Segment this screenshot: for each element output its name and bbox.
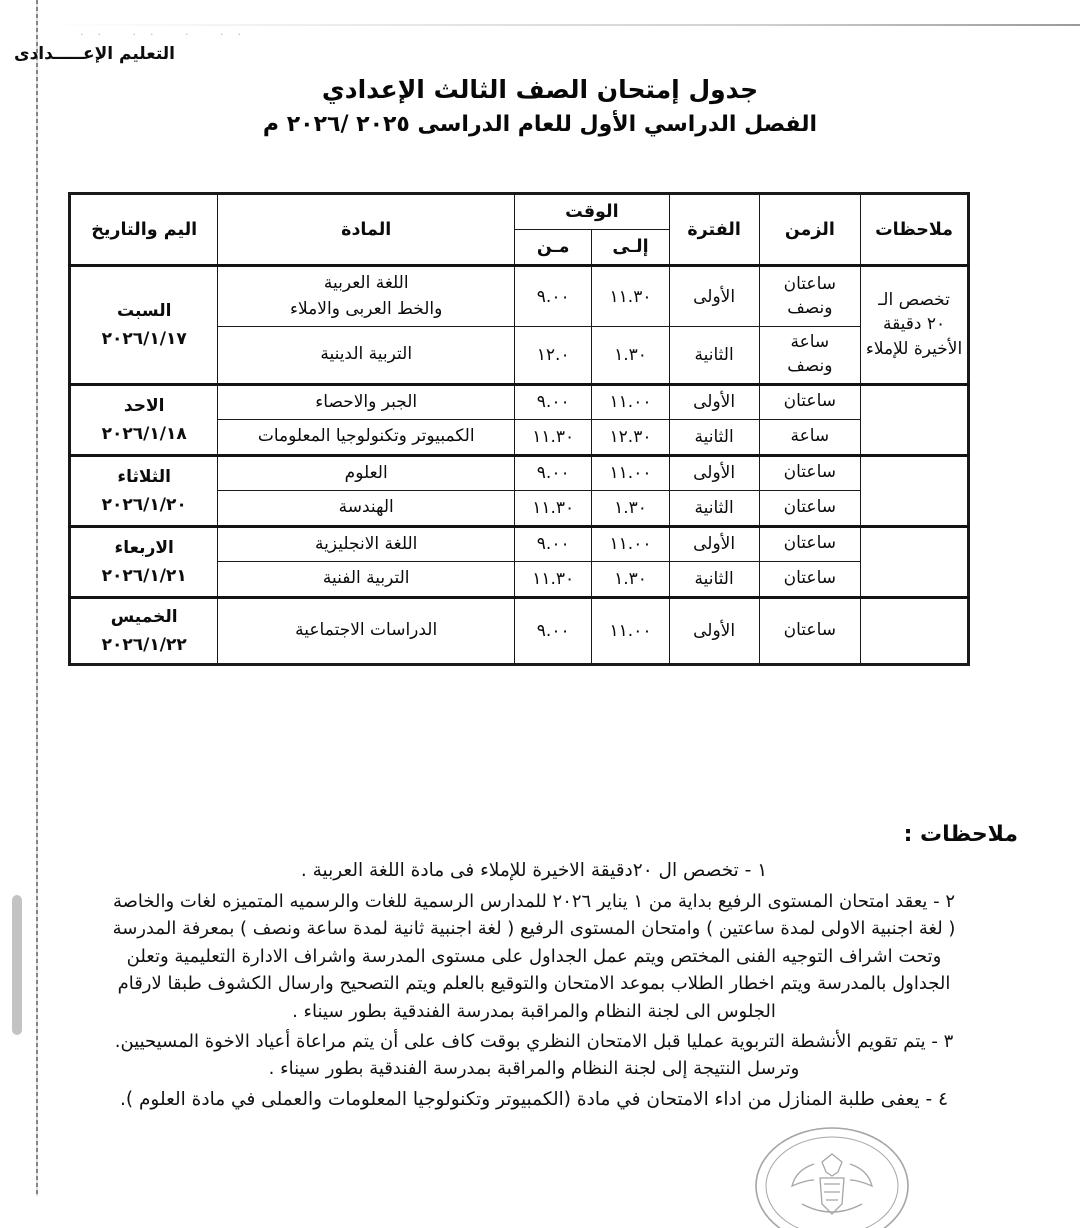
- cell-duration: ساعتان: [759, 455, 861, 491]
- table-body: [70, 266, 969, 665]
- day-name: الاربعاء: [114, 537, 174, 558]
- cell-time-to: ١١.٠٠: [592, 455, 669, 491]
- note-3-line-2: وترسل النتيجة إلى لجنة النظام والمراقبة بمدرسة الفندقية بطور سيناء .: [268, 1058, 800, 1080]
- cell-subject: الدراسات الاجتماعية: [218, 597, 515, 664]
- note-4-line-1: ٤ - يعفى طلبة المنازل من اداء الامتحان في مادة (الكمبيوتر وتكنولوجيا المعلومات والعملى في مادة العلوم ).: [119, 1088, 948, 1110]
- table-row: [70, 526, 969, 562]
- cell-period: الأولى: [669, 597, 759, 664]
- column-header-notes: ملاحظات: [861, 194, 969, 266]
- column-header-period: الفترة: [669, 194, 759, 266]
- cell-period: الثانية: [669, 327, 759, 385]
- subject-line-1: اللغة العربية: [323, 273, 409, 293]
- cell-day-date: [70, 266, 218, 385]
- note-item-4: [44, 1086, 1024, 1114]
- cell-subject: العلوم: [218, 455, 515, 491]
- cell-time-from: ٩.٠٠: [515, 526, 592, 562]
- column-header-day-date: اليم والتاريخ: [70, 194, 218, 266]
- table-header: [70, 194, 969, 266]
- cell-time-to: ١.٣٠: [592, 491, 669, 527]
- scrollbar-thumb[interactable]: [12, 895, 22, 1035]
- cell-duration: ساعتان: [759, 597, 861, 664]
- duration-line-1: ساعتان: [783, 273, 837, 294]
- cell-duration: ساعتان: [759, 526, 861, 562]
- note-item-1: [44, 857, 1024, 885]
- cell-notes-line-3: الأخيرة للإملاء: [865, 339, 963, 360]
- day-date: ٢٠٢٦/١/١٧: [101, 328, 187, 349]
- day-name: السبت: [116, 300, 172, 321]
- column-header-subject: المادة: [218, 194, 515, 266]
- note-2-line-5: الجلوس الى لجنة النظام والمراقبة بمدرسة الفندقية بطور سيناء .: [292, 1000, 776, 1022]
- notes-section: [44, 822, 1024, 1117]
- cell-notes-line-1: تخصص الـ: [878, 289, 950, 310]
- cell-subject: [218, 266, 515, 327]
- title-line-1: جدول إمتحان الصف الثالث الإعدادي: [321, 75, 759, 104]
- cell-time-from: ٩.٠٠: [515, 266, 592, 327]
- cell-duration: ساعتان: [759, 384, 861, 420]
- cell-time-to: ١١.٣٠: [592, 266, 669, 327]
- notes-heading: ملاحظات :: [903, 822, 1018, 847]
- note-2-line-1: ٢ - يعقد امتحان المستوى الرفيع بداية من ١ يناير ٢٠٢٦ للمدارس الرسمية للغات والرسميه المتميزه لغات والخاصة: [112, 891, 956, 913]
- cell-subject: التربية الفنية: [218, 562, 515, 598]
- cell-day-date: [70, 597, 218, 664]
- header-fragment-text: ·· · ·· ··: [80, 28, 255, 41]
- cell-time-from: ٩.٠٠: [515, 384, 592, 420]
- note-3-line-1: ٣ - يتم تقويم الأنشطة التربوية عمليا قبل الامتحان النظري بوقت كاف على أن يتم مراعاة أعياد الاخوة المسيحيين.: [114, 1030, 954, 1052]
- cell-duration: [759, 266, 861, 327]
- table-row: [70, 597, 969, 664]
- cell-time-to: ١.٣٠: [592, 327, 669, 385]
- cell-notes: [861, 266, 969, 385]
- cell-subject: الكمبيوتر وتكنولوجيا المعلومات: [218, 420, 515, 456]
- cell-subject: التربية الدينية: [218, 327, 515, 385]
- note-2-line-4: الجداول بالمدرسة ويتم اخطار الطلاب بموعد الامتحان والتوقيع بالعلم ويتم التصحيح وارسال الكشوف طبقا لارقام: [117, 973, 951, 995]
- cell-time-to: ١٢.٣٠: [592, 420, 669, 456]
- note-2-line-2: ( لغة اجنبية الاولى لمدة ساعتين ) وامتحان المستوى الرفيع ( لغة اجنبية ثانية لمدة ساعة ونصف ) بمعرفة المدرسة: [112, 918, 956, 940]
- cell-duration: ساعتان: [759, 491, 861, 527]
- column-header-from: مـن: [515, 230, 592, 266]
- cell-time-from: ١٢.٠: [515, 327, 592, 385]
- subject-line-2: والخط العربى والاملاء: [290, 298, 443, 319]
- day-date: ٢٠٢٦/١/١٨: [101, 423, 187, 444]
- cell-time-from: ٩.٠٠: [515, 455, 592, 491]
- column-header-to: إلـى: [592, 230, 669, 266]
- cell-notes: [861, 384, 969, 455]
- cell-period: الثانية: [669, 491, 759, 527]
- cell-period: الأولى: [669, 266, 759, 327]
- cell-time-from: ١١.٣٠: [515, 491, 592, 527]
- cell-duration: [759, 327, 861, 385]
- cell-time-to: ١.٣٠: [592, 562, 669, 598]
- table-row: [70, 384, 969, 420]
- note-item-2: [44, 888, 1024, 1025]
- cell-time-to: ١١.٠٠: [592, 384, 669, 420]
- cell-subject: الجبر والاحصاء: [218, 384, 515, 420]
- cell-subject: اللغة الانجليزية: [218, 526, 515, 562]
- cell-day-date: [70, 455, 218, 526]
- column-header-time-group: الوقت: [515, 194, 670, 230]
- header-office-label: التعليم الإعـــــدادى: [14, 44, 175, 64]
- cell-period: الأولى: [669, 384, 759, 420]
- day-name: الثلاثاء: [117, 466, 171, 487]
- table-row: [70, 266, 969, 327]
- cell-day-date: [70, 384, 218, 455]
- day-date: ٢٠٢٦/١/٢٢: [101, 634, 187, 655]
- cell-duration: ساعة: [759, 420, 861, 456]
- scan-edge-left: [36, 0, 38, 1196]
- official-stamp-icon: [742, 1108, 922, 1228]
- duration-line-1: ساعة: [790, 332, 830, 352]
- schedule-table-container: [68, 192, 970, 666]
- cell-time-from: ١١.٣٠: [515, 420, 592, 456]
- cell-time-from: ٩.٠٠: [515, 597, 592, 664]
- document-header: [0, 28, 1020, 64]
- cell-period: الثانية: [669, 562, 759, 598]
- scan-edge-top: [38, 24, 1080, 26]
- cell-time-to: ١١.٠٠: [592, 597, 669, 664]
- day-name: الاحد: [123, 395, 165, 416]
- cell-notes: [861, 526, 969, 597]
- cell-notes: [861, 455, 969, 526]
- day-name: الخميس: [110, 606, 178, 627]
- day-date: ٢٠٢٦/١/٢١: [101, 565, 187, 586]
- cell-period: الأولى: [669, 455, 759, 491]
- note-item-3: [44, 1028, 1024, 1083]
- note-1-line-1: ١ - تخصص ال ٢٠دقيقة الاخيرة للإملاء فى مادة اللغة العربية .: [300, 860, 768, 881]
- cell-notes: [861, 597, 969, 664]
- duration-line-2: ونصف: [787, 297, 833, 318]
- cell-subject: الهندسة: [218, 491, 515, 527]
- cell-time-to: ١١.٠٠: [592, 526, 669, 562]
- table-row: [70, 455, 969, 491]
- column-header-duration: الزمن: [759, 194, 861, 266]
- cell-time-from: ١١.٣٠: [515, 562, 592, 598]
- cell-period: الأولى: [669, 526, 759, 562]
- cell-duration: ساعتان: [759, 562, 861, 598]
- cell-period: الثانية: [669, 420, 759, 456]
- day-date: ٢٠٢٦/١/٢٠: [101, 494, 187, 515]
- exam-schedule-table: [68, 192, 970, 666]
- duration-line-2: ونصف: [787, 355, 833, 376]
- cell-notes-line-2: ٢٠ دقيقة: [882, 314, 946, 335]
- title-line-2: الفصل الدراسي الأول للعام الدراسى ٢٠٢٥ /٢٠٢٦ م: [262, 112, 818, 138]
- cell-day-date: [70, 526, 218, 597]
- page-title: [0, 72, 1080, 141]
- note-2-line-3: وتحت اشراف التوجيه الفنى المختص ويتم عمل الجداول على مستوى المدرسة واشراف الادارة التعليمية وتعلن: [126, 945, 942, 967]
- table-header-row: [70, 194, 969, 230]
